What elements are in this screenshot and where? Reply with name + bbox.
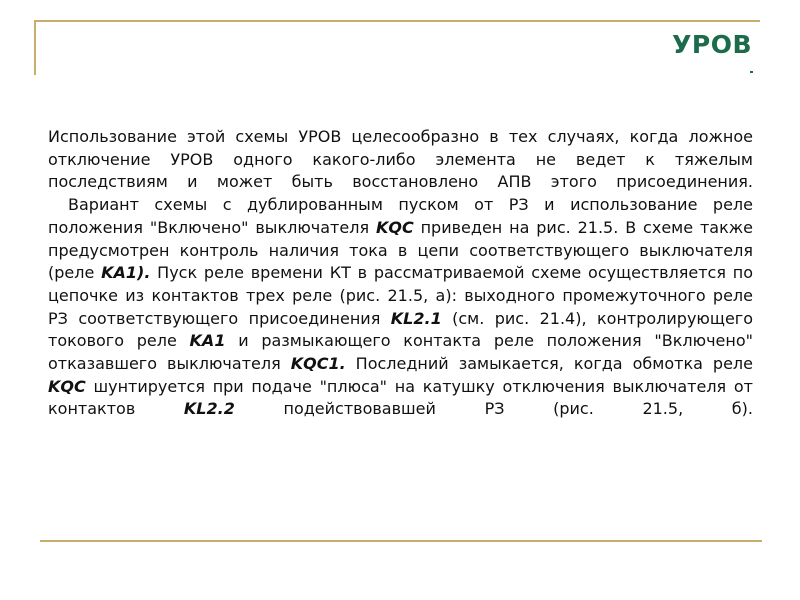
text-segment: подействовавшей РЗ (рис. 21.5, б). [234,399,753,419]
text-segment: Пуск реле времени КТ в рассматриваемой схеме осуществляется по цепочке из контактов трех реле (рис. 21.5, а): выходного промежуточного реле РЗ соответствующего присоединения [48,263,754,328]
text-segment: (см. рис. 21.4), контролирующего токового реле [48,308,753,351]
text-segment: Последний замыкается, когда обмотка реле [345,354,753,374]
relay-code: KA1). [101,263,151,283]
relay-code: KL2.1 [390,308,442,328]
slide-body [48,126,753,421]
relay-code: KQC [48,376,86,396]
relay-code: KQC [375,217,414,237]
paragraph-1: Использование этой схемы УРОВ целесообразно в тех случаях, когда ложное отключение УРОВ одного какого-либо элемента не ведет к тяжелым последствиям и может быть восстановлено АПВ этого присоединения. [48,127,753,192]
frame-top-line [34,20,760,22]
text-segment: Вариант схемы с дублированным пуском от РЗ и использование реле положения "Включено" выключателя [48,195,753,237]
text-segment: приведен на рис. 21.5. В схеме также предусмотрен контроль наличия тока в цепи соответствующего выключателя (реле [48,217,753,283]
title-dot-decoration [750,71,753,73]
slide-title: УРОВ [672,30,752,59]
relay-code: KQC1. [290,354,346,374]
relay-code: KL2.2 [183,399,235,419]
frame-left-line [34,20,36,75]
paragraph-2 [48,194,753,421]
text-segment: шунтируется при подаче "плюса" на катушку отключения выключателя от контактов [48,376,753,419]
text-segment: и размыкающего контакта реле положения "Включено" отказавшего выключателя [48,331,754,374]
relay-code: KA1 [189,331,226,351]
frame-bottom-line [40,540,762,542]
